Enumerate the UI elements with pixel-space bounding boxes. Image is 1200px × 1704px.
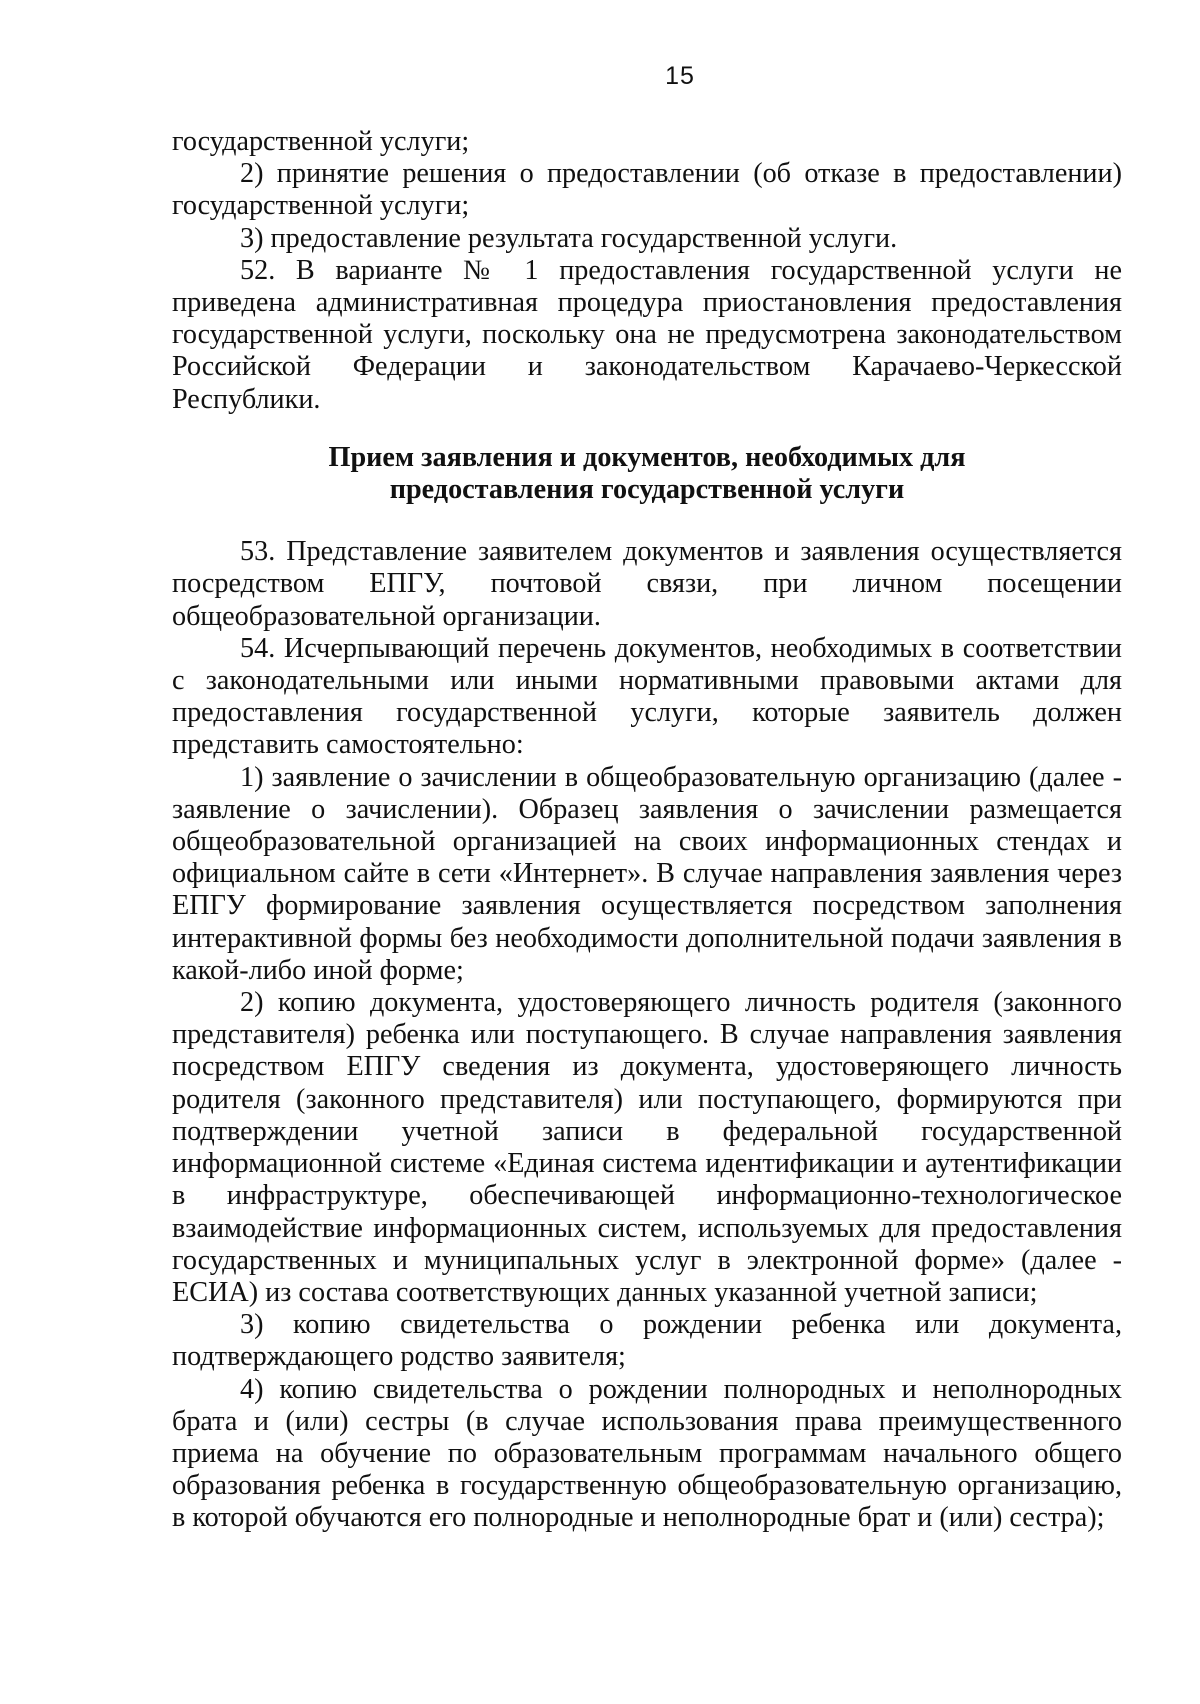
section-heading-line-1: Прием заявления и документов, необходимых для xyxy=(328,441,966,473)
paragraph-53: 53. Представление заявителем документов и заявления осуществляется посредством ЕПГУ, почтовой связи, при личном посещении общеобразовательной организации. xyxy=(172,536,1122,632)
document-body xyxy=(172,126,1122,1535)
section-heading-line-2: предоставления государственной услуги xyxy=(389,474,905,506)
list-item-2: 2) копию документа, удостоверяющего личность родителя (законного представителя) ребенка или поступающего. В случае направления заявления посредством ЕПГУ сведения из документа, удостоверяющего личность родителя (законного представителя) или поступающего, формируются при подтверждении учетной записи в федеральной государственной информационной системе «Единая система идентификации и аутентификации в инфраструктуре, обеспечивающей информационно-технологическое взаимодействие информационных систем, используемых для предоставления государственных и муниципальных услуг в электронной форме» (далее - ЕСИА) из состава соответствующих данных указанной учетной записи; xyxy=(172,987,1122,1308)
section-heading xyxy=(172,442,1122,506)
paragraph-continuation: государственной услуги; xyxy=(172,126,470,157)
list-item-3: 3) копию свидетельства о рождении ребенка или документа, подтверждающего родство заявителя; xyxy=(172,1309,1122,1373)
paragraph-54: 54. Исчерпывающий перечень документов, необходимых в соответствии с законодательными или иными нормативными правовыми актами для предоставления государственной услуги, которые заявитель должен представить самостоятельно: xyxy=(172,632,1122,761)
page-number: 15 xyxy=(665,62,695,90)
paragraph-item-2: 2) принятие решения о предоставлении (об отказе в предоставлении) государственной услуги; xyxy=(172,158,1122,222)
list-item-1: 1) заявление о зачислении в общеобразовательную организацию (далее - заявление о зачислении). Образец заявления о зачислении размещается общеобразовательной организацией на своих информационных стендах и официальном сайте в сети «Интернет». В случае направления заявления через ЕПГУ формирование заявления осуществляется посредством заполнения интерактивной формы без необходимости дополнительной подачи заявления в какой-либо иной форме; xyxy=(172,761,1122,986)
paragraph-52: 52. В варианте № 1 предоставления государственной услуги не приведена административная процедура приостановления предоставления государственной услуги, поскольку она не предусмотрена законодательством Российской Федерации и законодательством Карачаево-Черкесской Республики. xyxy=(172,254,1122,415)
paragraph-item-3: 3) предоставление результата государственной услуги. xyxy=(240,222,898,254)
list-item-4: 4) копию свидетельства о рождении полнородных и неполнородных брата и (или) сестры (в случае использования права преимущественного приема на обучение по образовательным программам начального общего образования ребенка в государственную общеобразовательную организацию, в которой обучаются его полнородные и неполнородные брат и (или) сестра); xyxy=(172,1373,1122,1534)
